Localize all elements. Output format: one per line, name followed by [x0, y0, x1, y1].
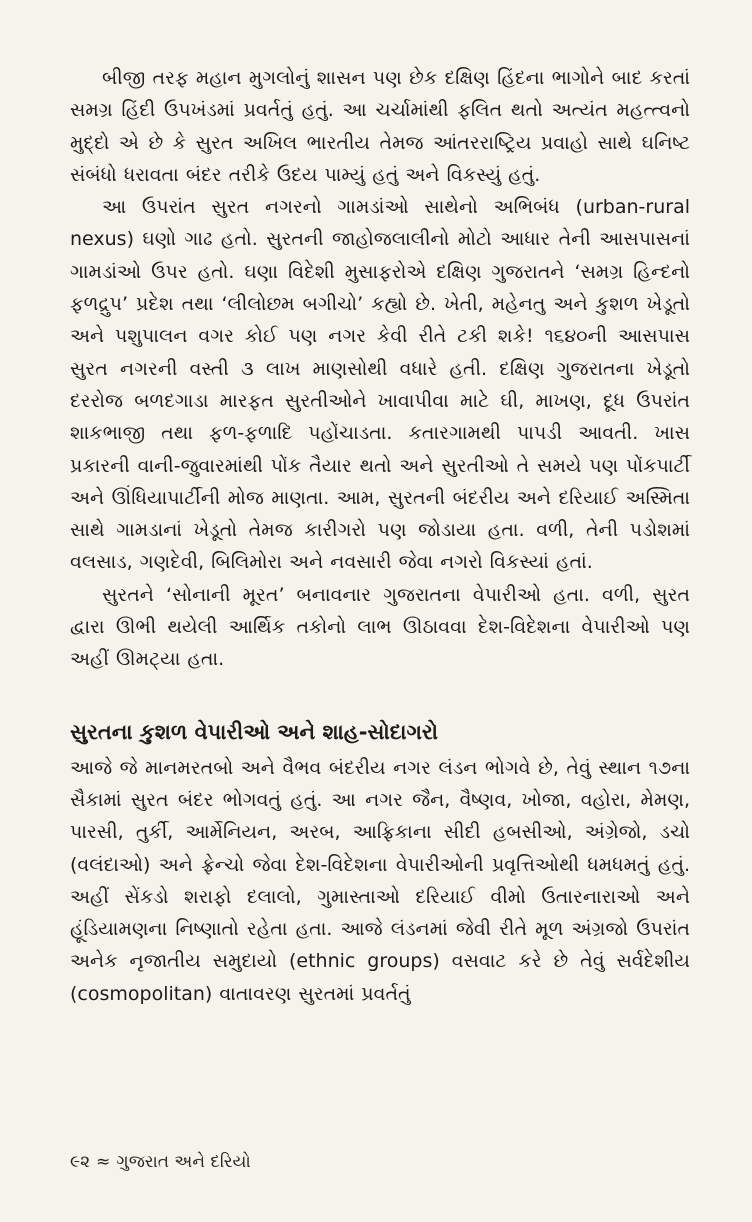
paragraph-urban-rural-nexus: આ ઉપરાંત સુરત નગરનો ગામડાંઓ સાથેનો અભિબંધ (urban-rural nexus) ઘણો ગાઢ હતો. સુરતની જાહોજલાલીનો મોટો આધાર તેની આસપાસનાં ગામડાંઓ ઉપર હતો. ઘણા વિદેશી મુસાફરોએ દક્ષિણ ગુજરાતને ‘સમગ્ર હિન્દનો ફળદ્રુપ’ પ્રદેશ તથા ‘લીલોછમ બગીચો’ કહ્યો છે. ખેતી, મહેનતુ અને કુશળ ખેડૂતો અને પશુપાલન વગર કોઈ પણ નગર કેવી રીતે ટકી શકે! ૧૬૪૦ની આસપાસ સુરત નગરની વસ્તી ૩ લાખ માણસોથી વધારે હતી. દક્ષિણ ગુજરાતના ખેડૂતો દરરોજ બળદગાડા મારફત સુરતીઓને ખાવાપીવા માટે ઘી, માખણ, દૂધ ઉપરાંત શાકભાજી તથા ફળ-ફળાદિ પહોંચાડતા. કતારગામથી પાપડી આવતી. ખાસ પ્રકારની વાની-જુવારમાંથી પોંક તૈયાર થતો અને સુરતીઓ તે સમયે પણ પોંકપાર્ટી અને ઊંધિયાપાર્ટીની મોજ માણતા. આમ, સુરતની બંદરીય અને દરિયાઈ અસ્મિતા સાથે ગામડાનાં ખેડૂતો તેમજ કારીગરો પણ જોડાયા હતા. વળી, તેની પડોશમાં વલસાડ, ગણદેવી, બિલિમોરા અને નવસારી જેવા નગરો વિકસ્યાં હતાં.	[70, 196, 690, 574]
section-heading: સુરતના કુશળ વેપારીઓ અને શાહ-સોદાગરો	[70, 719, 439, 744]
page-footer	[70, 1150, 251, 1174]
book-title: ગુજરાત અને દરિયો	[116, 1152, 251, 1172]
page-number: ૯૨	[70, 1152, 91, 1172]
page-body	[70, 62, 690, 1192]
paragraph-surat-merchants: સુરતને ‘સોનાની મૂરત’ બનાવનાર ગુજરાતના વેપારીઓ હતા. વળી, સુરત દ્વારા ઊભી થયેલી આર્થિક તકોનો લાભ ઊઠાવવા દેશ-વિદેશના વેપારીઓ પણ અહીં ઊમટ્યા હતા.	[70, 583, 690, 671]
paragraph-mughal-rule: બીજી તરફ મહાન મુગલોનું શાસન પણ છેક દક્ષિણ હિંદના ભાગોને બાદ કરતાં સમગ્ર હિંદી ઉપખંડમાં પ્રવર્તતું હતું. આ ચર્ચામાંથી ફલિત થતો અત્યંત મહત્ત્વનો મુદ્દો એ છે કે સુરત અખિલ ભારતીય તેમજ આંતરરાષ્ટ્રિય પ્રવાહો સાથે ઘનિષ્ટ સંબંધો ધરાવતા બંદર તરીકે ઉદય પામ્યું હતું અને વિકસ્યું હતું.	[70, 67, 690, 186]
footer-separator: ≈	[96, 1152, 111, 1172]
paragraph-surat-london: આજે જે માનમરતબો અને વૈભવ બંદરીય નગર લંડન ભોગવે છે, તેવું સ્થાન ૧૭ના સૈકામાં સુરત બંદર ભોગવતું હતું. આ નગર જૈન, વૈષ્ણવ, ખોજા, વહોરા, મેમણ, પારસી, તુર્કી, આર્મેનિયન, અરબ, આફ્રિકાના સીદી હબસીઓ, અંગ્રેજો, ડચો (વલંદાઓ) અને ફ્રેન્ચો જેવા દેશ-વિદેશના વેપારીઓની પ્રવૃત્તિઓથી ધમધમતું હતું. અહીં સેંકડો શરાફો દલાલો, ગુમાસ્તાઓ દરિયાઈ વીમો ઉતારનારાઓ અને હૂંડિયામણના નિષ્ણાતો રહેતા હતા. આજે લંડનમાં જેવી રીતે મૂળ અંગ્રજો ઉપરાંત અનેક નૃજાતીય સમુદાયો (ethnic groups) વસવાટ કરે છે તેવું સર્વદેશીય (cosmopolitan) વાતાવરણ સુરતમાં પ્રવર્તતું	[70, 756, 690, 1005]
